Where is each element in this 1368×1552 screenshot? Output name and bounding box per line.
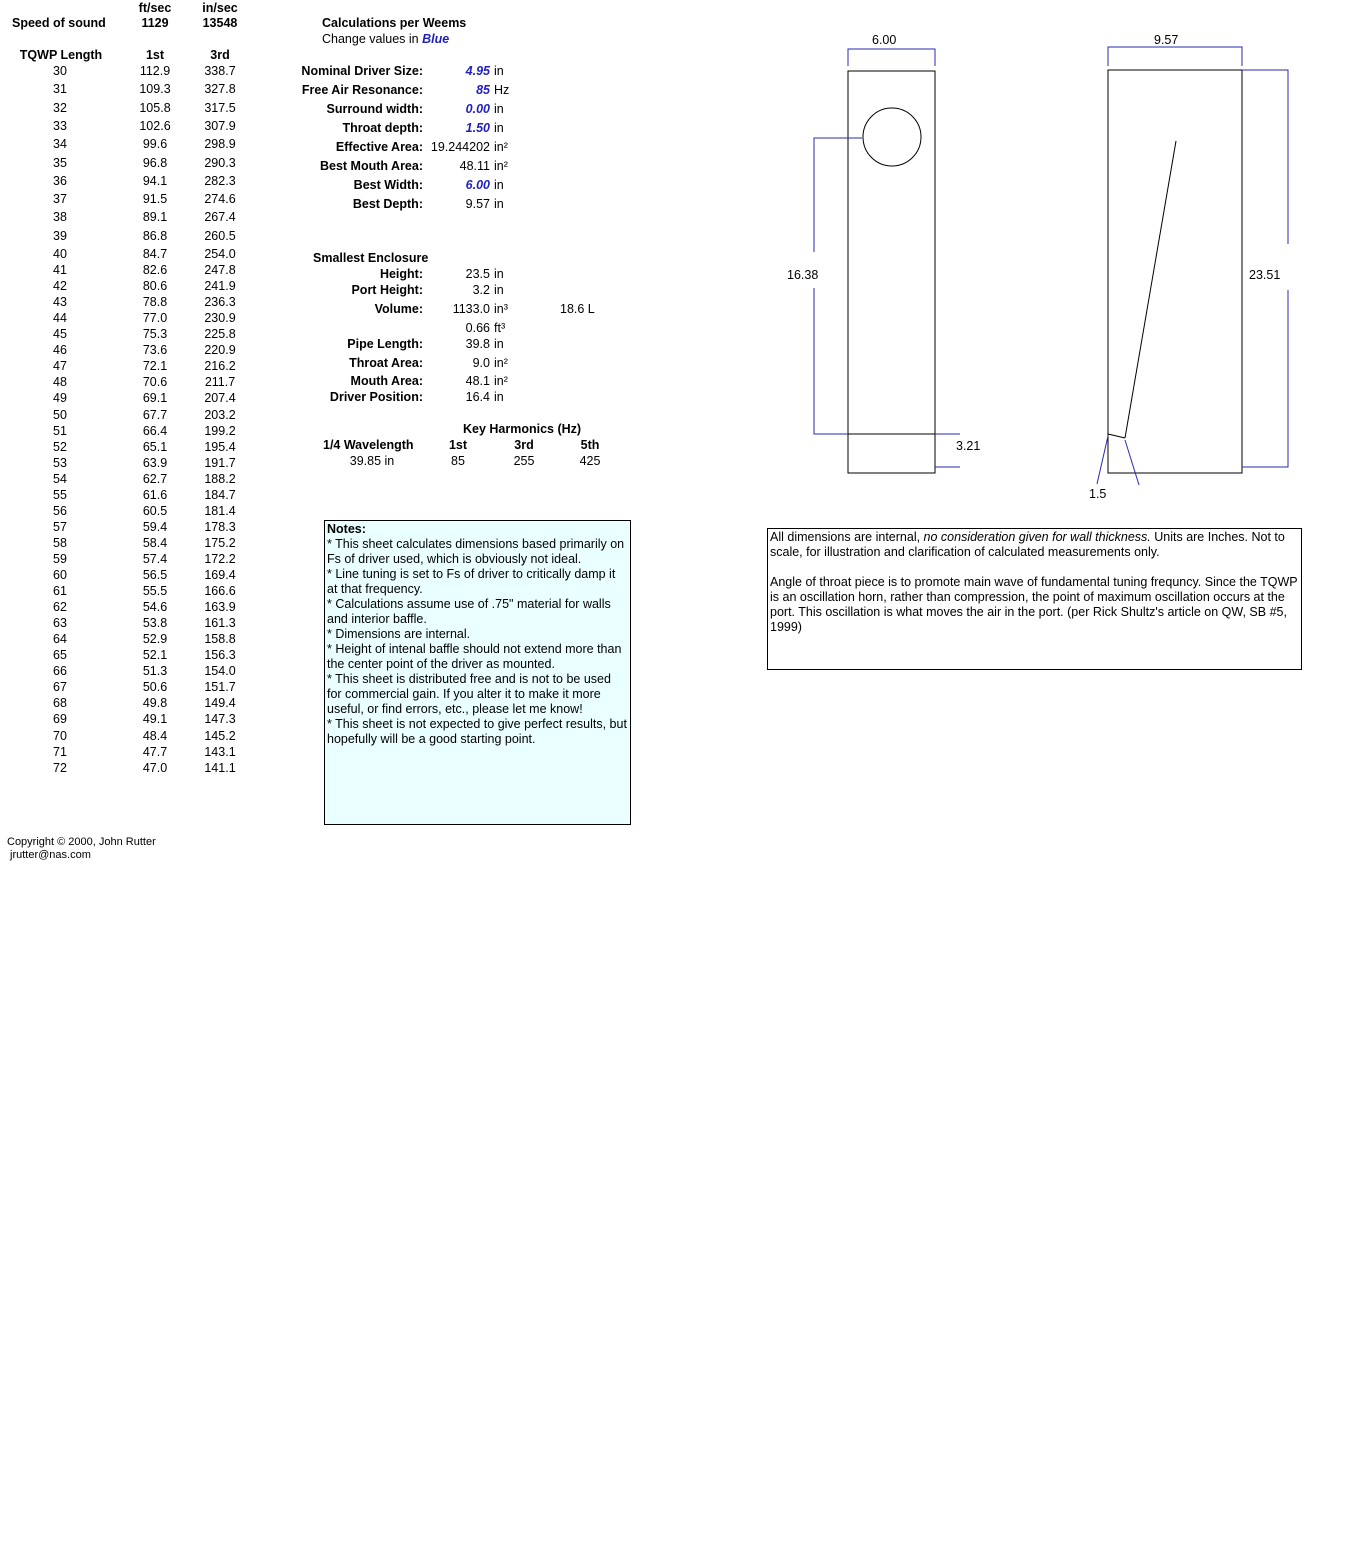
speed-in-value[interactable]: 13548 [202,16,238,30]
table-row [0,567,260,583]
front-view [787,33,980,473]
col-3rd-header: 3rd [210,48,230,62]
first-harmonic-cell: 61.6 [142,488,168,502]
third-harmonic-cell: 184.7 [204,488,236,502]
best-mouth-area-label: Best Mouth Area: [319,159,423,173]
third-harmonic-cell: 172.2 [204,552,236,566]
first-harmonic-cell: 55.5 [142,584,168,598]
third-harmonic-cell: 156.3 [204,648,236,662]
third-harmonic-cell: 207.4 [204,391,236,405]
third-harmonic-cell: 163.9 [204,600,236,614]
port-height-label: 3.21 [956,439,981,453]
length-cell: 32 [53,101,67,115]
first-harmonic-cell: 65.1 [142,440,168,454]
third-harmonic-cell: 178.3 [204,520,236,534]
col-1st-header: 1st [145,48,165,62]
third-harmonic-cell: 166.6 [204,584,236,598]
notes-title: Notes: [327,522,366,536]
length-cell: 55 [53,488,67,502]
first-harmonic-cell: 52.9 [142,632,168,646]
driver-circle [863,108,921,166]
table-row [0,615,260,631]
third-harmonic-cell: 327.8 [204,82,236,96]
throat-depth-input[interactable]: 1.50 [465,121,490,135]
first-harmonic-cell: 49.8 [142,696,168,710]
length-cell: 71 [53,745,67,759]
throat-label: 1.5 [1089,487,1107,501]
description-box [767,528,1302,670]
third-harmonic-cell: 199.2 [204,424,236,438]
note-line: * This sheet calculates dimensions based primarily on Fs of driver used, which is obviously not ideal. [327,537,625,566]
volume-unit: in³ [494,302,508,316]
length-cell: 42 [53,279,67,293]
length-cell: 52 [53,440,67,454]
first-harmonic-cell: 102.6 [139,119,171,133]
length-cell: 41 [53,263,67,277]
volume-ft-unit: ft³ [494,321,506,335]
first-harmonic-cell: 77.0 [142,311,168,325]
description-p2: Angle of throat piece is to promote main wave of fundamental tuning frequncy. Since the TQWP is an oscillation horn, rather than compression, the point of maximum oscillation occurs at the port. This oscillation is what moves the air in the port. (per Rick Shultz's article on QW, SB #5, 1999) [770,575,1298,634]
harmonic-3rd-label: 3rd [514,438,534,452]
best-mouth-area-value: 48.11 [459,159,490,173]
third-harmonic-cell: 143.1 [204,745,236,759]
port-height-unit: in [494,283,504,297]
note-line: * This sheet is not expected to give perfect results, but hopefully will be a good starting point. [327,717,627,746]
table-row [0,599,260,615]
effective-area-value: 19.244202 [430,140,490,154]
first-harmonic-cell: 53.8 [142,616,168,630]
table-row [0,728,260,744]
harmonic-1st-label: 1st [448,438,468,452]
third-harmonic-cell: 191.7 [204,456,236,470]
surround-input[interactable]: 0.00 [465,102,490,116]
height-value: 23.5 [465,267,490,281]
length-cell: 36 [53,174,67,188]
port-height-label: Port Height: [351,283,423,297]
length-cell: 47 [53,359,67,373]
first-harmonic-cell: 47.7 [142,745,168,759]
first-harmonic-cell: 72.1 [142,359,168,373]
desc-p1-end: Units are Inches. Not to scale, for illustration and clarification of calculated measurements only. [770,530,1285,559]
fs-unit: Hz [494,83,510,97]
first-harmonic-cell: 89.1 [142,210,168,224]
throat-depth-label: Throat depth: [342,121,423,135]
length-cell: 59 [53,552,67,566]
third-harmonic-cell: 161.3 [204,616,236,630]
length-cell: 50 [53,408,67,422]
length-cell: 58 [53,536,67,550]
best-width-unit: in [494,178,504,192]
first-harmonic-cell: 51.3 [142,664,168,678]
third-harmonic-cell: 225.8 [204,327,236,341]
first-harmonic-cell: 105.8 [139,101,171,115]
volume-ft-value: 0.66 [465,321,490,335]
third-harmonic-cell: 230.9 [204,311,236,325]
wavelength-value: 39.85 in [349,454,395,468]
throat-baffle-foot [1108,434,1125,438]
ft-sec-unit: ft/sec [138,1,172,15]
length-cell: 57 [53,520,67,534]
third-harmonic-cell: 274.6 [204,192,236,206]
height-label: Height: [379,267,423,281]
first-harmonic-cell: 112.9 [139,64,171,78]
third-harmonic-cell: 282.3 [204,174,236,188]
length-cell: 68 [53,696,67,710]
table-row [0,583,260,599]
throat-baffle [1125,141,1176,438]
best-depth-label: Best Depth: [352,197,423,211]
table-row [0,663,260,679]
front-enclosure-outline [848,71,935,473]
first-harmonic-cell: 84.7 [142,247,168,261]
first-harmonic-cell: 67.7 [142,408,168,422]
third-harmonic-cell: 151.7 [204,680,236,694]
front-width-dimension [848,49,935,66]
length-cell: 30 [53,64,67,78]
third-harmonic-cell: 307.9 [204,119,236,133]
throat-area-unit: in² [494,356,508,370]
third-harmonic-cell: 290.3 [204,156,236,170]
volume-value: 1133.0 [452,302,490,316]
length-cell: 65 [53,648,67,662]
driver-size-label: Nominal Driver Size: [301,64,423,78]
first-harmonic-cell: 49.1 [142,712,168,726]
length-cell: 51 [53,424,67,438]
description-p1 [770,530,1299,560]
height-unit: in [494,267,504,281]
length-cell: 48 [53,375,67,389]
first-harmonic-cell: 73.6 [142,343,168,357]
third-harmonic-cell: 175.2 [204,536,236,550]
first-harmonic-cell: 57.4 [142,552,168,566]
length-cell: 67 [53,680,67,694]
mouth-area-label: Mouth Area: [350,374,423,388]
key-harmonics-title: Key Harmonics (Hz) [463,422,582,436]
best-width-input[interactable]: 6.00 [465,178,490,192]
table-row [0,744,260,760]
third-harmonic-cell: 241.9 [204,279,236,293]
length-cell: 54 [53,472,67,486]
third-harmonic-cell: 254.0 [204,247,236,261]
third-harmonic-cell: 317.5 [204,101,236,115]
length-cell: 46 [53,343,67,357]
best-mouth-area-unit: in² [494,159,508,173]
driver-size-unit: in [494,64,504,78]
front-width-label: 6.00 [872,33,897,47]
third-harmonic-cell: 216.2 [204,359,236,373]
length-cell: 61 [53,584,67,598]
subtitle-blue-word: Blue [422,32,450,46]
third-harmonic-cell: 169.4 [204,568,236,582]
mouth-area-value: 48.1 [465,374,490,388]
first-harmonic-cell: 75.3 [142,327,168,341]
wavelength-label: 1/4 Wavelength [323,438,414,452]
first-harmonic-cell: 96.8 [142,156,168,170]
third-harmonic-cell: 211.7 [204,375,236,389]
driver-position-unit: in [494,390,504,404]
note-line: * Height of intenal baffle should not extend more than the center point of the driver as mounted. [327,642,622,671]
surround-label: Surround width: [326,102,423,116]
third-harmonic-cell: 220.9 [204,343,236,357]
length-cell: 53 [53,456,67,470]
speed-of-sound-label: Speed of sound [12,16,106,30]
calc-title: Calculations per Weems [322,16,467,30]
length-cell: 69 [53,712,67,726]
length-cell: 72 [53,761,67,775]
side-height-label: 23.51 [1249,268,1281,282]
pipe-length-unit: in [494,337,504,351]
table-row [0,679,260,695]
third-harmonic-cell: 141.1 [204,761,236,775]
subtitle-prefix: Change values in [322,32,423,46]
length-cell: 43 [53,295,67,309]
first-harmonic-cell: 54.6 [142,600,168,614]
length-cell: 35 [53,156,67,170]
length-cell: 40 [53,247,67,261]
first-harmonic-cell: 80.6 [142,279,168,293]
harmonic-5th-label: 5th [580,438,600,452]
length-cell: 62 [53,600,67,614]
length-cell: 33 [53,119,67,133]
in-sec-unit: in/sec [202,1,238,15]
pipe-length-value: 39.8 [465,337,490,351]
third-harmonic-cell: 188.2 [204,472,236,486]
effective-area-label: Effective Area: [335,140,423,154]
first-harmonic-cell: 94.1 [142,174,168,188]
length-cell: 39 [53,229,67,243]
surround-unit: in [494,102,504,116]
note-line: * Line tuning is set to Fs of driver to critically damp it at that frequency. [327,567,616,596]
third-harmonic-cell: 145.2 [204,729,236,743]
first-harmonic-cell: 58.4 [142,536,168,550]
table-row [0,519,260,535]
first-harmonic-cell: 50.6 [142,680,168,694]
first-harmonic-cell: 60.5 [142,504,168,518]
length-cell: 60 [53,568,67,582]
volume-liters: 18.6 L [560,302,595,316]
length-cell: 64 [53,632,67,646]
volume-label: Volume: [374,302,423,316]
table-row [0,695,260,711]
driver-position-dimension [814,138,862,434]
first-harmonic-cell: 99.6 [142,137,168,151]
best-width-label: Best Width: [353,178,423,192]
third-harmonic-cell: 149.4 [204,696,236,710]
third-harmonic-cell: 247.8 [204,263,236,277]
first-harmonic-cell: 78.8 [142,295,168,309]
length-cell: 56 [53,504,67,518]
mouth-area-unit: in² [494,374,508,388]
first-harmonic-cell: 109.3 [139,82,171,96]
desc-p1-start: All dimensions are internal, [770,530,924,544]
length-cell: 45 [53,327,67,341]
third-harmonic-cell: 260.5 [204,229,236,243]
table-row [0,535,260,551]
pipe-length-label: Pipe Length: [347,337,423,351]
harmonic-5th-value: 425 [579,454,601,468]
driver-position-label: 16.38 [787,268,819,282]
best-depth-value: 9.57 [465,197,490,211]
fs-input[interactable]: 85 [476,83,490,97]
side-depth-dimension [1108,47,1242,66]
effective-area-unit: in² [494,140,508,154]
smallest-enclosure-title: Smallest Enclosure [313,251,429,265]
first-harmonic-cell: 82.6 [142,263,168,277]
best-depth-unit: in [494,197,504,211]
length-cell: 70 [53,729,67,743]
length-cell: 38 [53,210,67,224]
table-row [0,647,260,663]
harmonic-1st-value: 85 [451,454,465,468]
first-harmonic-cell: 70.6 [142,375,168,389]
throat-depth-unit: in [494,121,504,135]
third-harmonic-cell: 298.9 [204,137,236,151]
length-cell: 49 [53,391,67,405]
third-harmonic-cell: 181.4 [204,504,236,518]
copyright: Copyright © 2000, John Rutter [7,836,156,848]
table-row [0,631,260,647]
first-harmonic-cell: 47.0 [142,761,168,775]
email: jrutter@nas.com [10,849,91,861]
length-cell: 37 [53,192,67,206]
fs-label: Free Air Resonance: [301,83,423,97]
third-harmonic-cell: 154.0 [204,664,236,678]
desc-p1-italic: no consideration given for wall thickness. [923,530,1151,544]
third-harmonic-cell: 338.7 [204,64,236,78]
throat-area-value: 9.0 [472,356,490,370]
length-cell: 66 [53,664,67,678]
third-harmonic-cell: 195.4 [204,440,236,454]
driver-position-value: 16.4 [465,390,490,404]
notes-box [324,520,631,825]
tqwp-length-header: TQWP Length [19,48,103,62]
length-cell: 63 [53,616,67,630]
third-harmonic-cell: 203.2 [204,408,236,422]
table-row [0,551,260,567]
throat-area-label: Throat Area: [349,356,423,370]
first-harmonic-cell: 86.8 [142,229,168,243]
note-line: * This sheet is distributed free and is not to be used for commercial gain. If you alter it to make it more useful, or find errors, etc., please let me know! [327,672,611,716]
port-height-value: 3.2 [472,283,490,297]
driver-size-input[interactable]: 4.95 [465,64,490,78]
enclosure-diagram [0,0,1368,520]
third-harmonic-cell: 158.8 [204,632,236,646]
first-harmonic-cell: 59.4 [142,520,168,534]
speed-ft-value[interactable]: 1129 [141,16,169,30]
side-enclosure-outline [1108,70,1242,473]
side-view [1089,33,1288,501]
first-harmonic-cell: 66.4 [142,424,168,438]
first-harmonic-cell: 48.4 [142,729,168,743]
third-harmonic-cell: 147.3 [204,712,236,726]
length-cell: 34 [53,137,67,151]
first-harmonic-cell: 52.1 [142,648,168,662]
side-depth-label: 9.57 [1154,33,1179,47]
first-harmonic-cell: 69.1 [142,391,168,405]
third-harmonic-cell: 267.4 [204,210,236,224]
first-harmonic-cell: 62.7 [142,472,168,486]
note-line: * Dimensions are internal. [327,627,471,641]
table-row [0,711,260,727]
length-cell: 44 [53,311,67,325]
third-harmonic-cell: 236.3 [204,295,236,309]
harmonic-3rd-value: 255 [513,454,535,468]
note-line: * Calculations assume use of .75" material for walls and interior baffle. [327,597,611,626]
length-cell: 31 [53,82,67,96]
first-harmonic-cell: 56.5 [142,568,168,582]
driver-position-label: Driver Position: [329,390,423,404]
first-harmonic-cell: 63.9 [142,456,168,470]
table-row [0,760,260,776]
first-harmonic-cell: 91.5 [142,192,168,206]
throat-dimension [1097,436,1139,485]
